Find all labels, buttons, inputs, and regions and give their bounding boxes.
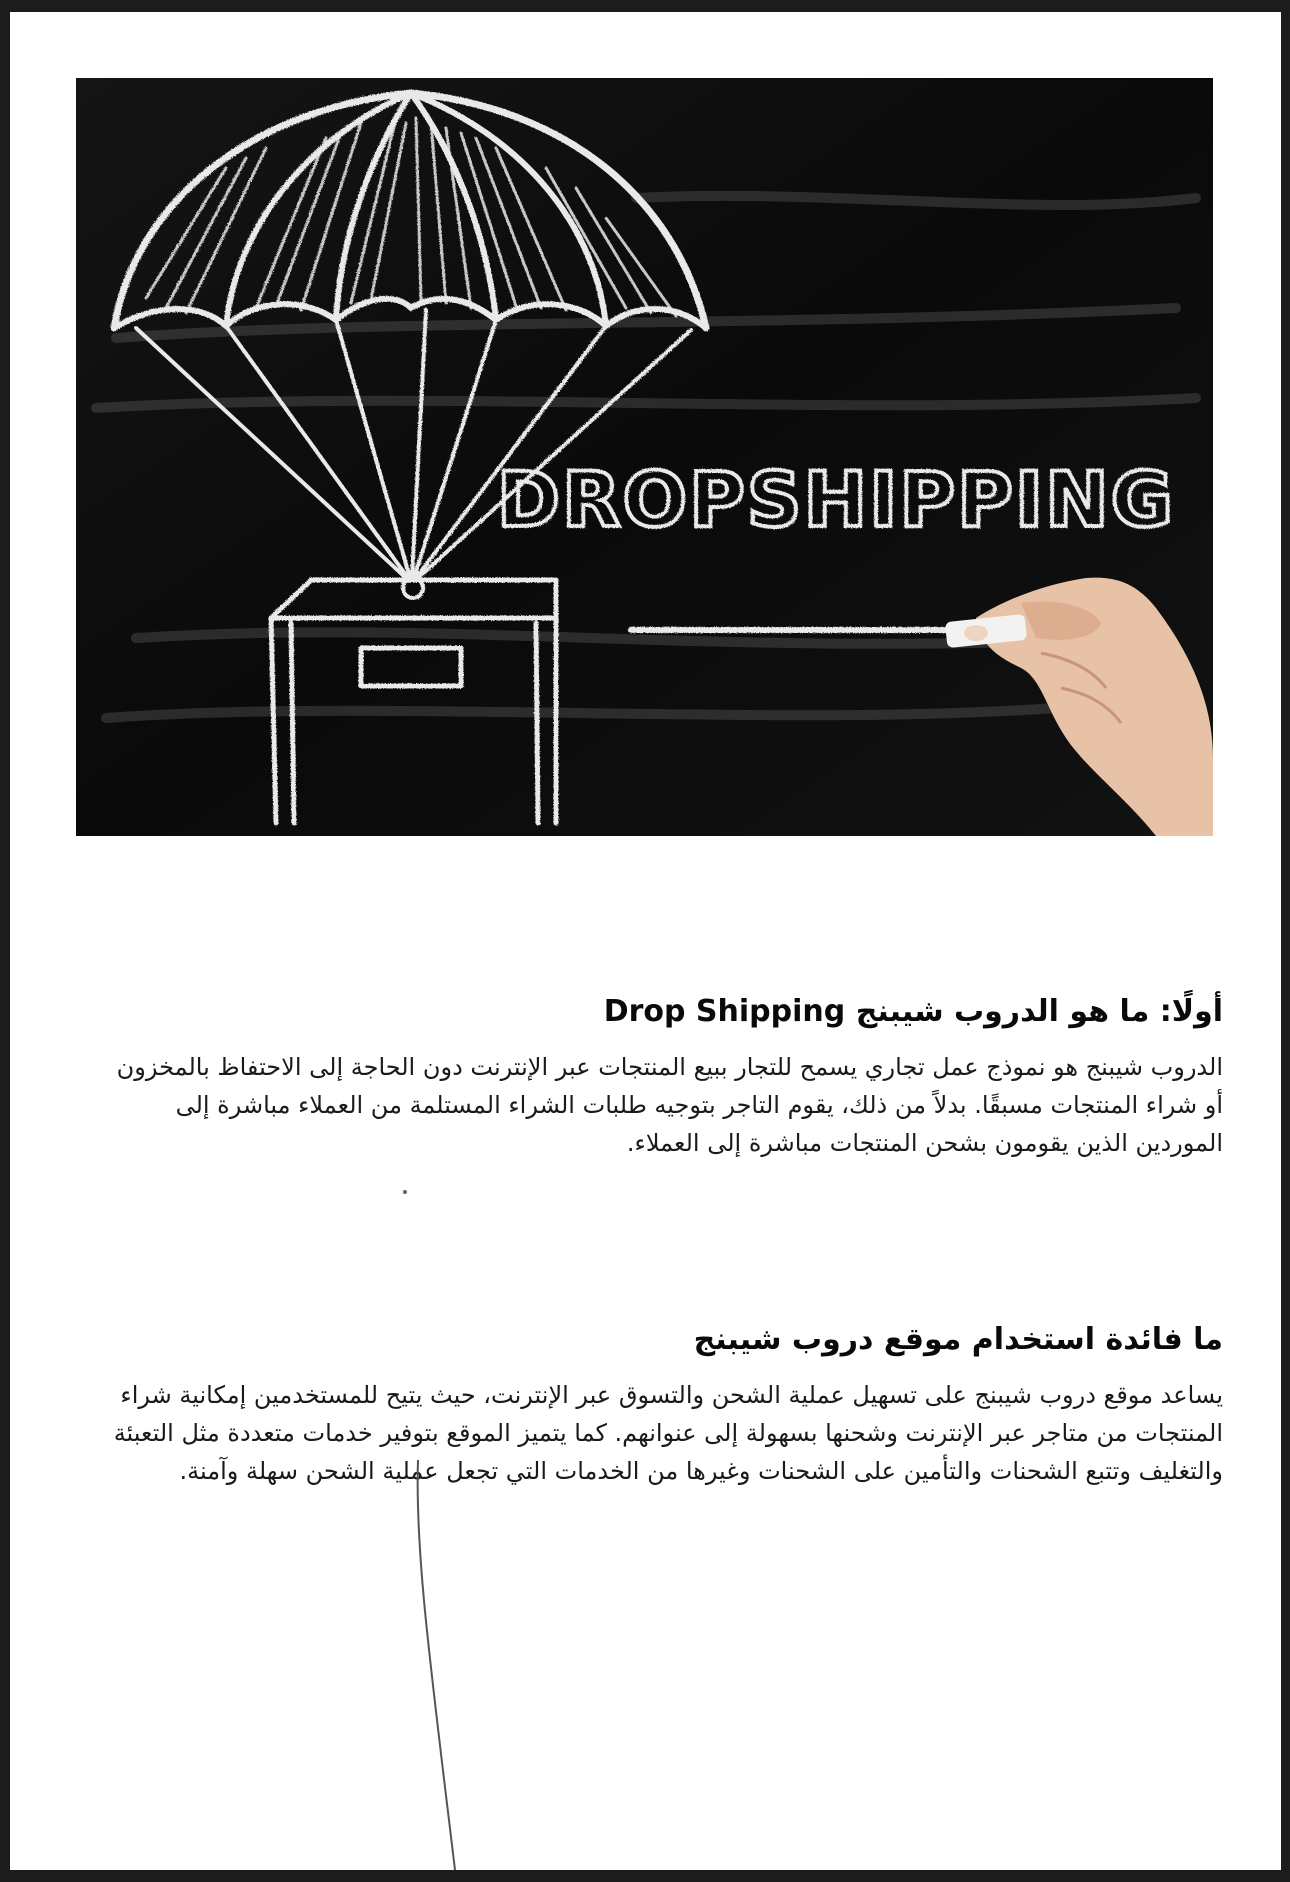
chalk-text-dropshipping: DROPSHIPPING (496, 455, 1176, 544)
section1-body: الدروب شيبنج هو نموذج عمل تجاري يسمح للتجار ببيع المنتجات عبر الإنترنت دون الحاجة إلى الاحتفاظ بالمخزون أو شراء المنتجات مسبقًا. بدلاً من ذلك، يقوم التاجر بتوجيه طلبات الشراء المستلمة من العملاء مباشرة إلى الموردين الذين يقومون بشحن المنتجات مباشرة إلى العملاء. (116, 1053, 1223, 1157)
section1-heading (105, 990, 1223, 1034)
section1-heading-ar: أولًا: ما هو الدروب شيبنج (855, 994, 1223, 1029)
hero-image-dropshipping (76, 78, 1213, 836)
section1-heading-en: Drop Shipping (603, 994, 846, 1029)
stray-dot (403, 1190, 407, 1194)
document-page (10, 12, 1281, 1870)
section-dropshipping-benefits (105, 1318, 1223, 1490)
section2-body: يساعد موقع دروب شيبنج على تسهيل عملية الشحن والتسوق عبر الإنترنت، حيث يتيح للمستخدمين إمكانية شراء المنتجات من متاجر عبر الإنترنت وشحنها بسهولة إلى عنوانهم. كما يتميز الموقع بتوفير خدمات متعددة مثل التعبئة والتغليف وتتبع الشحنات والتأمين على الشحنات وغيرها من الخدمات التي تجعل عملية الشحن سهلة وآمنة. (113, 1381, 1223, 1485)
chalkboard-illustration (76, 78, 1213, 836)
section2-heading: ما فائدة استخدام موقع دروب شيبنج (693, 1322, 1223, 1357)
section-what-is-dropshipping (105, 990, 1223, 1162)
